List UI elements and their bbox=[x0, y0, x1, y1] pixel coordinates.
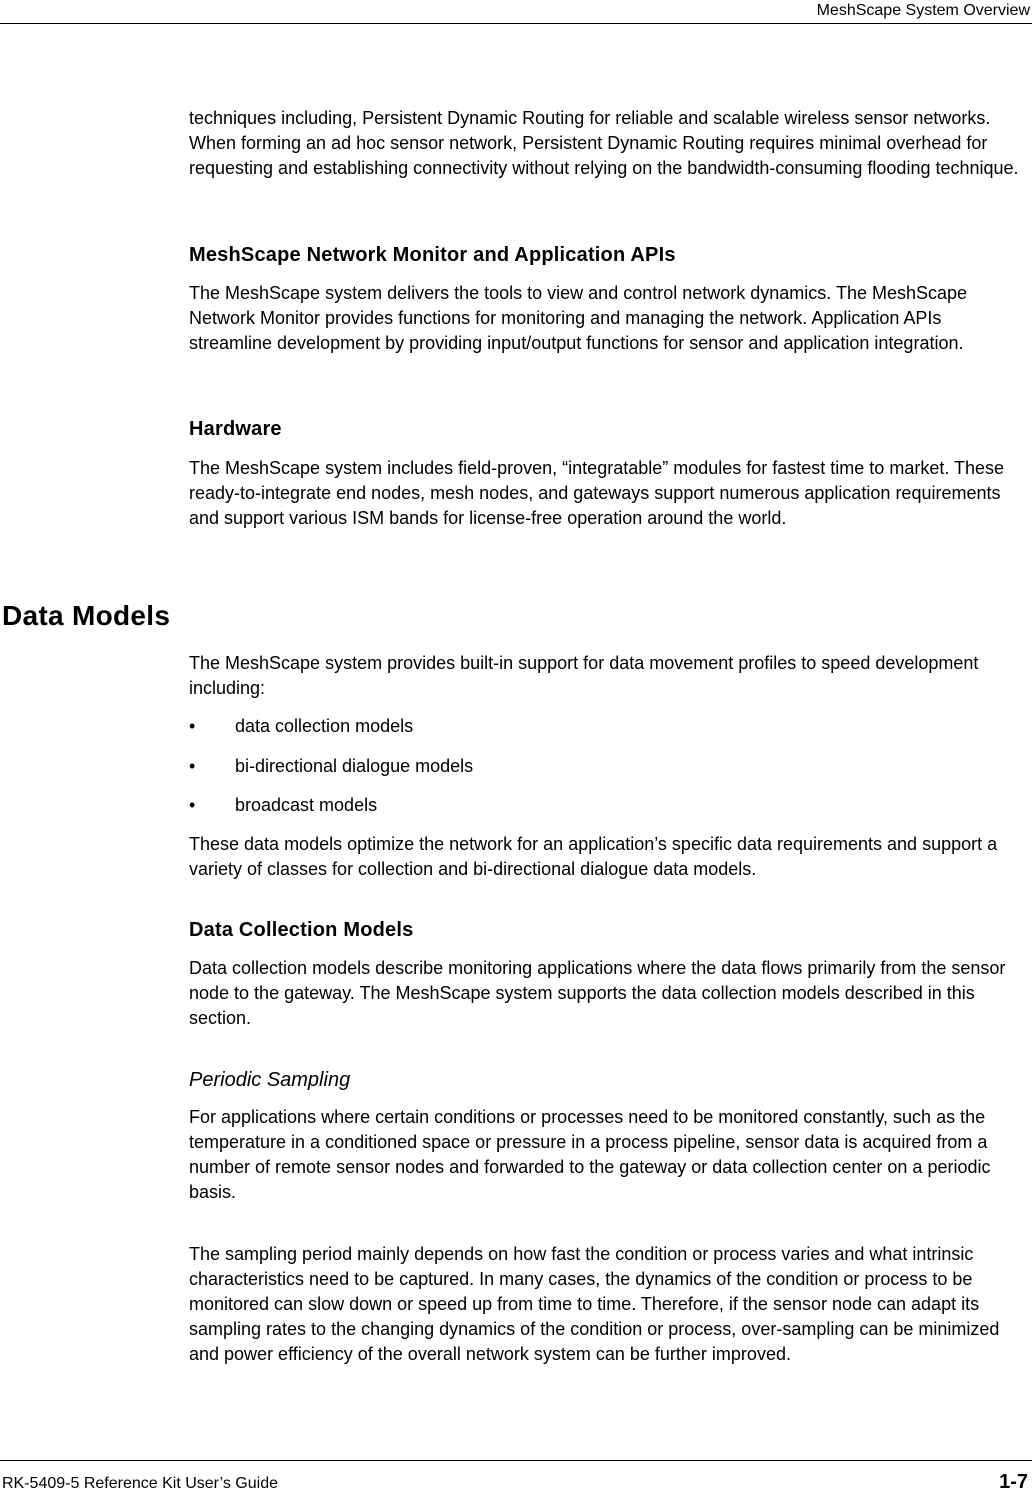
periodic-section bbox=[189, 1067, 1029, 1093]
periodic-body-1: For applications where certain conditions or processes need to be monitored constantly, such as the temperature in a conditioned space or pressure in a process pipeline, sensor data is acquired from a number of remote sensor nodes and forwarded to the gateway or data collection center on a periodic basis. bbox=[189, 1107, 991, 1202]
footer-rule bbox=[0, 1460, 1032, 1461]
data-models-heading: Data Models bbox=[2, 600, 171, 631]
footer-guide-title: RK-5409-5 Reference Kit User’s Guide bbox=[2, 1475, 278, 1492]
data-models-summary-block bbox=[189, 832, 1029, 882]
collection-section bbox=[189, 917, 1029, 943]
header-rule bbox=[0, 23, 1032, 24]
monitor-body: The MeshScape system delivers the tools to view and control network dynamics. The MeshScape Network Monitor provides functions for monitoring and managing the network. Application APIs streamline development by providing input/output functions for sensor and application integration. bbox=[189, 283, 968, 353]
monitor-section bbox=[189, 242, 1029, 268]
collection-heading: Data Collection Models bbox=[189, 919, 414, 941]
hardware-heading: Hardware bbox=[189, 418, 282, 440]
periodic-body-2: The sampling period mainly depends on how fast the condition or process varies and what intrinsic characteristics need to be captured. In many cases, the dynamics of the condition or process to be monitored can slow down or speed up from time to time. Therefore, if the sensor node can adapt its sampling rates to the changing dynamics of the condition or process, over-sampling can be minimized and power efficiency of the overall network system can be further improved. bbox=[189, 1244, 1000, 1364]
bullet-text: bi-directional dialogue models bbox=[235, 756, 474, 776]
bullet-icon: • bbox=[189, 795, 196, 815]
hardware-body: The MeshScape system includes field-proven, “integratable” modules for fastest time to market. These ready-to-integrate end nodes, mesh nodes, and gateways support numerous application requirements and support various ISM bands for license-free operation around the world. bbox=[189, 458, 1005, 528]
monitor-body-block bbox=[189, 281, 1029, 356]
bullet-icon: • bbox=[189, 756, 196, 776]
page-number: 1-7 bbox=[999, 1471, 1028, 1493]
intro-paragraph: techniques including, Persistent Dynamic Routing for reliable and scalable wireless sensor networks. When forming an ad hoc sensor network, Persistent Dynamic Routing requires minimal overhead for requesting and establishing connectivity without relying on the bandwidth-consuming flooding technique. bbox=[189, 108, 1019, 178]
periodic-body2-block bbox=[189, 1242, 1029, 1367]
periodic-body1-block bbox=[189, 1105, 1029, 1205]
hardware-section bbox=[189, 416, 1029, 442]
hardware-body-block bbox=[189, 456, 1029, 531]
running-header: MeshScape System Overview bbox=[816, 2, 1030, 19]
bullet-text: broadcast models bbox=[235, 795, 378, 815]
data-models-summary: These data models optimize the network for an application’s specific data requirements and support a variety of classes for collection and bi-directional dialogue data models. bbox=[189, 834, 998, 879]
data-models-intro-block bbox=[189, 651, 1029, 701]
intro-paragraph-block bbox=[189, 106, 1029, 181]
data-models-intro: The MeshScape system provides built-in support for data movement profiles to speed development including: bbox=[189, 653, 979, 698]
bullet-icon: • bbox=[189, 716, 196, 736]
bullet-text: data collection models bbox=[235, 716, 414, 736]
collection-body: Data collection models describe monitoring applications where the data flows primarily from the sensor node to the gateway. The MeshScape system supports the data collection models described in this section. bbox=[189, 958, 1006, 1028]
monitor-heading: MeshScape Network Monitor and Application APIs bbox=[189, 244, 676, 266]
periodic-heading: Periodic Sampling bbox=[189, 1069, 351, 1091]
collection-body-block bbox=[189, 956, 1029, 1031]
